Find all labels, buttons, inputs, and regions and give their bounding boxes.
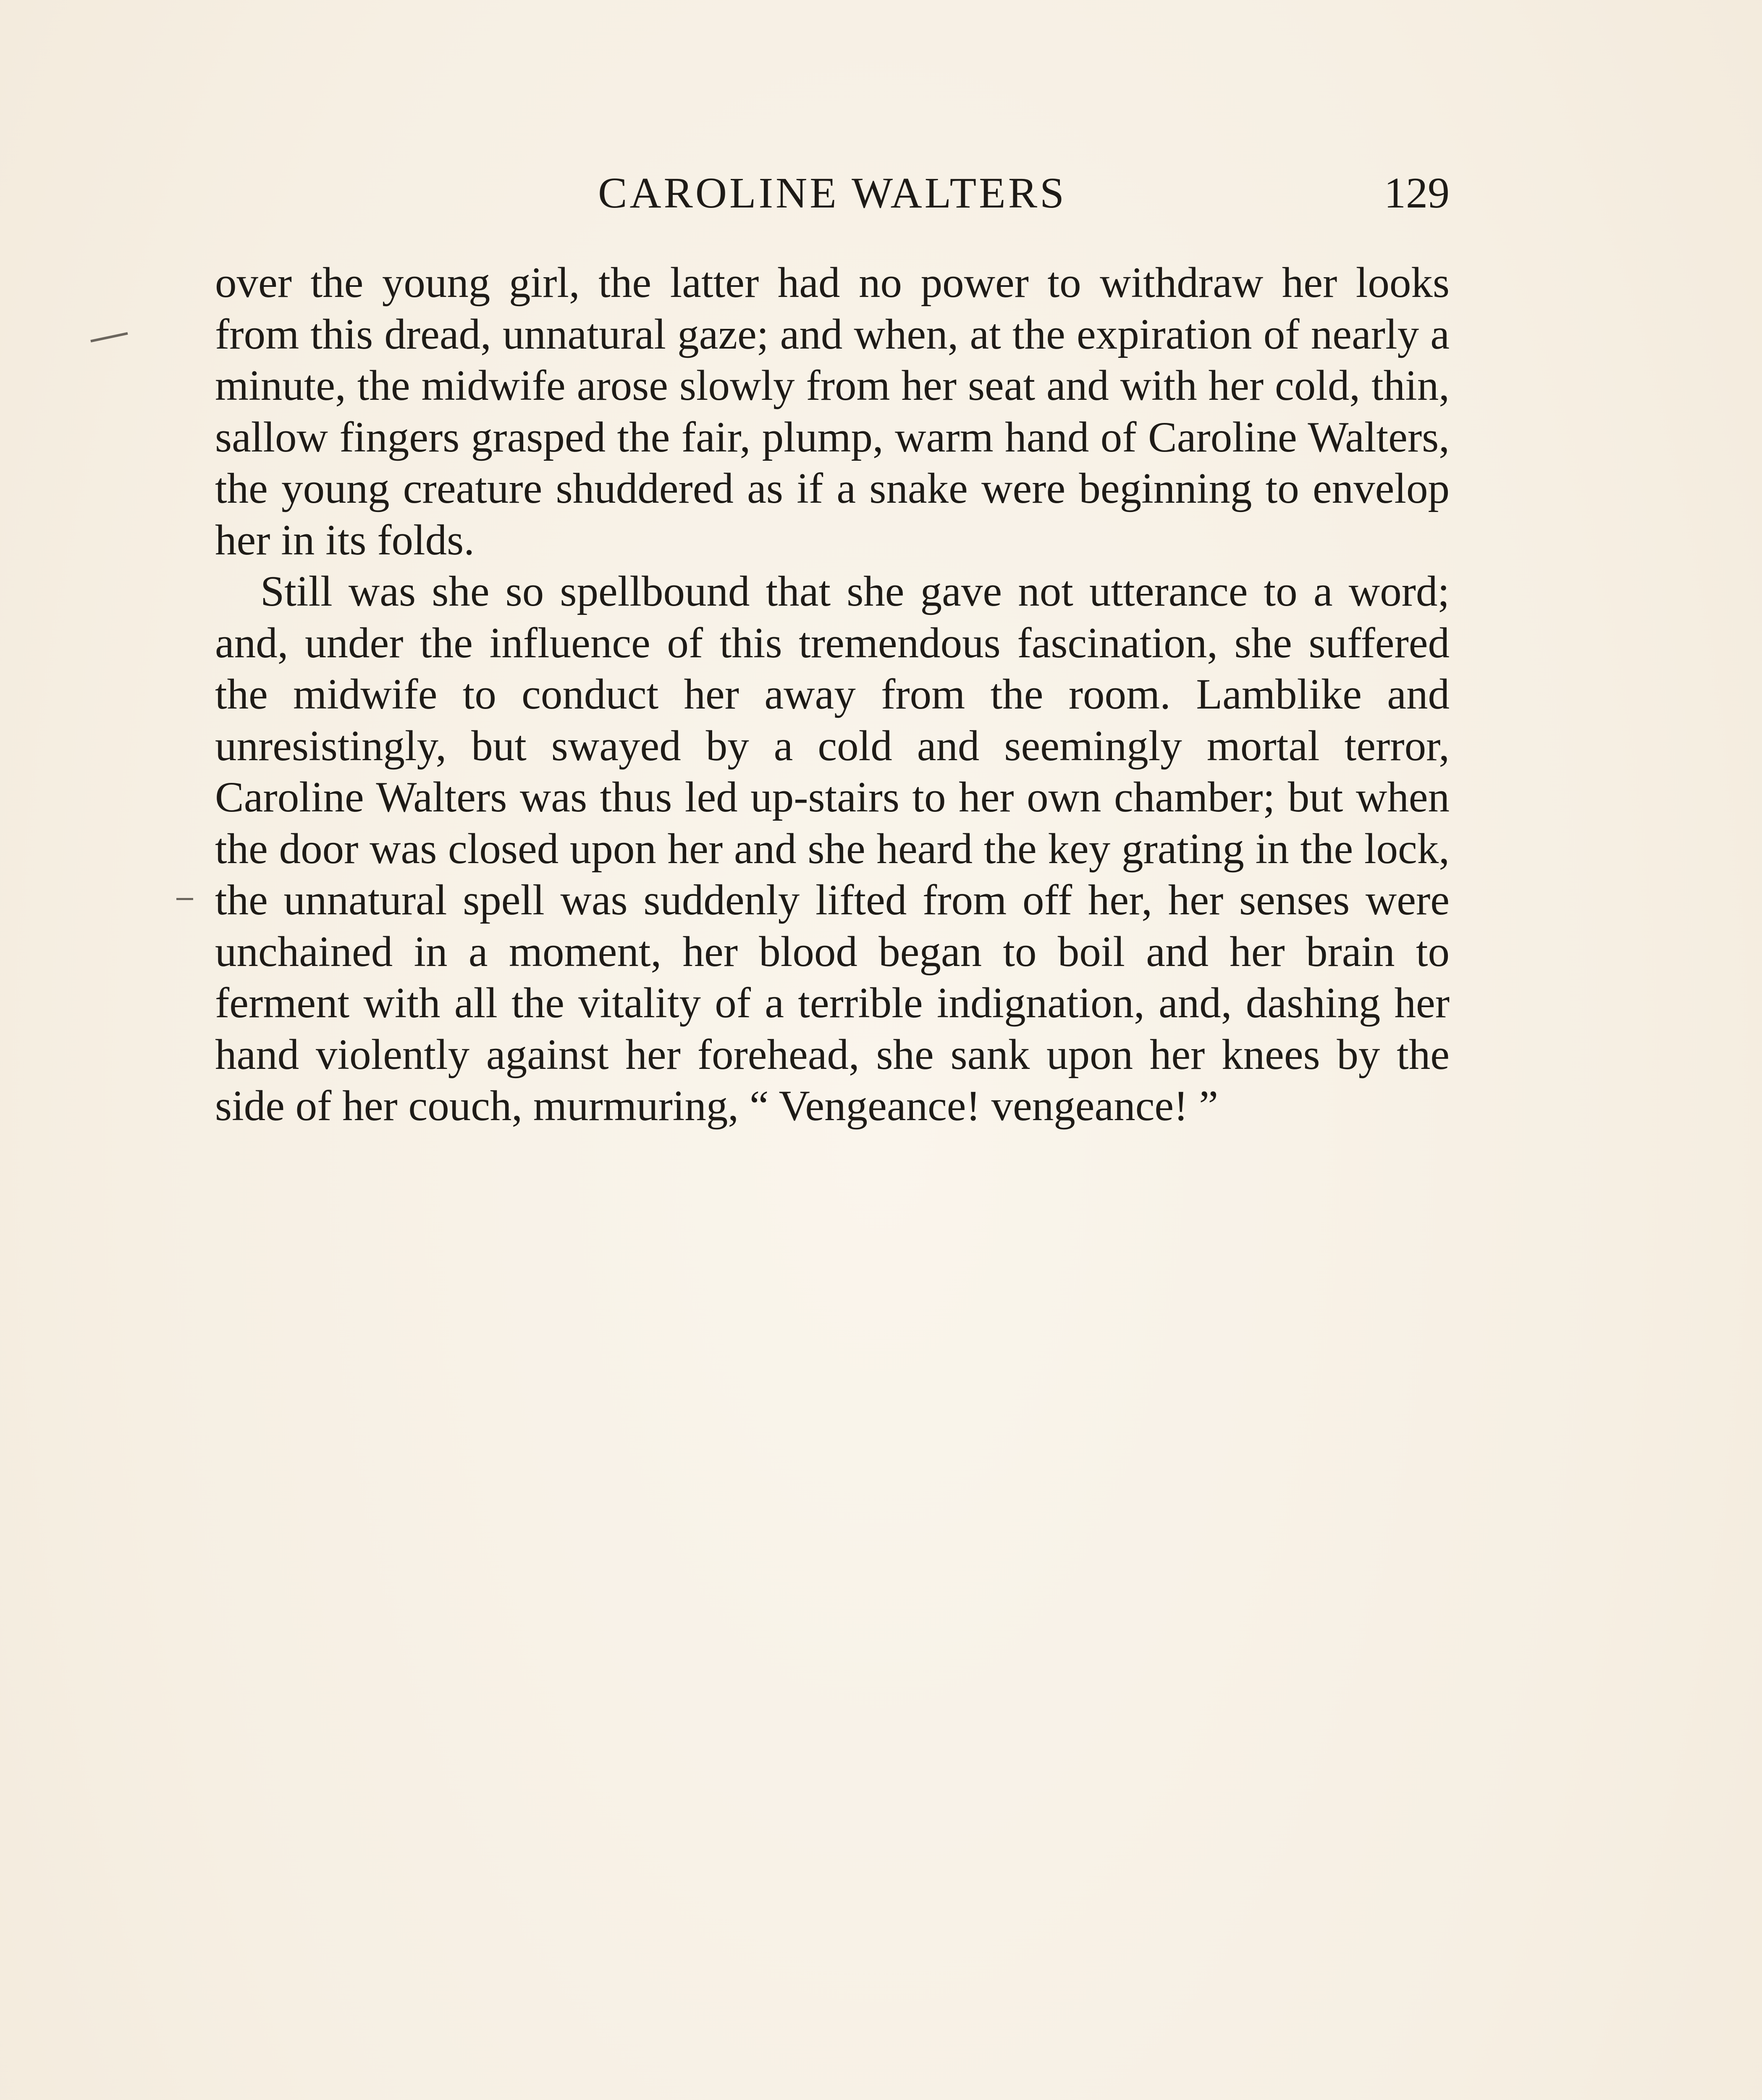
body-text — [215, 257, 1450, 1132]
paper-speck — [90, 332, 128, 343]
running-title: CAROLINE WALTERS — [598, 169, 1067, 217]
running-head — [215, 160, 1450, 227]
paragraph-continued: over the young girl, the latter had no power to withdraw her looks from this dread, unnatural gaze; and when, at the expiration of nearly a minute, the midwife arose slowly from her seat and with her cold, thin, sallow fingers grasped the fair, plump, warm hand of Caroline Walters, the young creature shuddered as if a snake were beginning to envelop her in its folds. — [215, 259, 1450, 564]
page-number: 129 — [1384, 169, 1450, 217]
paper-speck — [176, 898, 193, 900]
paragraph-vengeance: Still was she so spellbound that she gave not utterance to a word; and, under the influence of this tremendous fascination, she suffered the midwife to conduct her away from the room. Lamblike and unresistingly, but swayed by a cold and seemingly mortal terror, Caroline Walters was thus led up-stairs to her own chamber; but when the door was closed upon her and she heard the key grating in the lock, the unnatural spell was suddenly lifted from off her, her senses were unchained in a moment, her blood began to boil and her brain to ferment with all the vitality of a terrible indignation, and, dashing her hand violently against her forehead, she sank upon her knees by the side of her couch, murmuring, “ Vengeance! vengeance! ” — [215, 567, 1450, 1130]
